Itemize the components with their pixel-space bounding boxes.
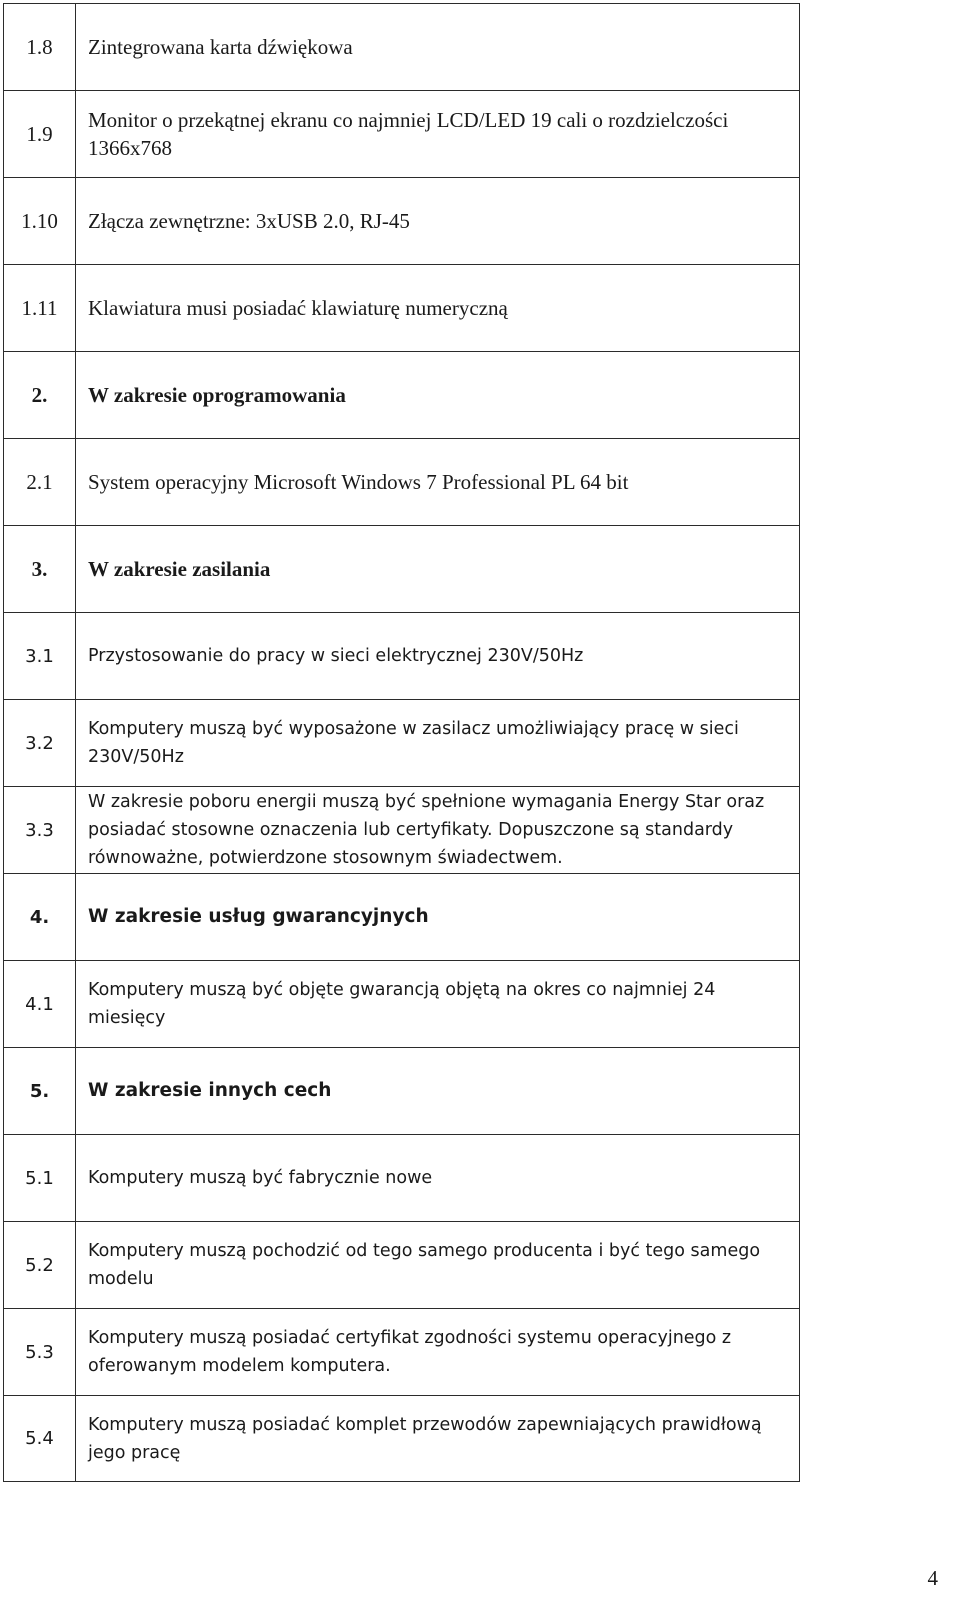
page-number: 4: [927, 1566, 938, 1590]
row-number: 1.11: [4, 265, 76, 351]
row-description: Monitor o przekątnej ekranu co najmniej LCD/LED 19 cali o rozdzielczości 1366x768: [88, 108, 729, 160]
section-number: 2.: [4, 352, 76, 438]
table-row: [3, 612, 800, 699]
row-description: Zintegrowana karta dźwiękowa: [88, 35, 353, 59]
row-number: 2.1: [4, 439, 76, 525]
row-description: System operacyjny Microsoft Windows 7 Professional PL 64 bit: [88, 470, 629, 494]
table-row: [3, 960, 800, 1047]
row-number: 1.9: [4, 91, 76, 177]
section-title: W zakresie zasilania: [88, 557, 271, 581]
section-header-row: [3, 873, 800, 960]
table-row: [3, 177, 800, 264]
row-description: Komputery muszą posiadać komplet przewodów zapewniających prawidłową jego pracę: [88, 1414, 762, 1463]
table-row: [3, 1221, 800, 1308]
row-number: 1.10: [4, 178, 76, 264]
table-row: [3, 699, 800, 786]
row-description: Klawiatura musi posiadać klawiaturę numeryczną: [88, 296, 508, 320]
row-number: 1.8: [4, 4, 76, 90]
section-title: W zakresie oprogramowania: [88, 383, 346, 407]
table-row: [3, 1134, 800, 1221]
table-row: [3, 3, 800, 90]
row-number: 5.3: [4, 1309, 76, 1395]
table-row: [3, 438, 800, 525]
section-header-row: [3, 525, 800, 612]
section-header-row: [3, 1047, 800, 1134]
table-row: [3, 90, 800, 177]
row-number: 4.1: [4, 961, 76, 1047]
row-description: Komputery muszą być wyposażone w zasilacz umożliwiający pracę w sieci 230V/50Hz: [88, 719, 739, 767]
table-row: [3, 264, 800, 351]
section-number: 5.: [4, 1048, 76, 1134]
table-row: [3, 1395, 800, 1482]
section-header-row: [3, 351, 800, 438]
row-description: Komputery muszą być objęte gwarancją objętą na okres co najmniej 24 miesięcy: [88, 980, 716, 1028]
row-description: Złącza zewnętrzne: 3xUSB 2.0, RJ-45: [88, 209, 410, 233]
table-row: [3, 786, 800, 873]
row-description: Przystosowanie do pracy w sieci elektrycznej 230V/50Hz: [88, 646, 584, 666]
row-number: 3.3: [4, 787, 76, 873]
table-row: [3, 1308, 800, 1395]
row-number: 5.2: [4, 1222, 76, 1308]
row-description: Komputery muszą posiadać certyfikat zgodności systemu operacyjnego z oferowanym modelem komputera.: [88, 1328, 732, 1376]
row-description: Komputery muszą być fabrycznie nowe: [88, 1168, 433, 1188]
row-description: Komputery muszą pochodzić od tego samego producenta i być tego samego modelu: [88, 1241, 761, 1289]
section-title: W zakresie innych cech: [88, 1080, 332, 1101]
section-title: W zakresie usług gwarancyjnych: [88, 906, 429, 927]
row-number: 5.4: [4, 1396, 76, 1481]
row-number: 5.1: [4, 1135, 76, 1221]
row-number: 3.1: [4, 613, 76, 699]
section-number: 3.: [4, 526, 76, 612]
specification-table: [3, 3, 800, 1482]
section-number: 4.: [4, 874, 76, 960]
row-description: W zakresie poboru energii muszą być spełnione wymagania Energy Star oraz posiadać stosowne oznaczenia lub certyfikaty. Dopuszczone są standardy równoważne, potwierdzone stosownym świadectwem.: [88, 792, 765, 868]
row-number: 3.2: [4, 700, 76, 786]
